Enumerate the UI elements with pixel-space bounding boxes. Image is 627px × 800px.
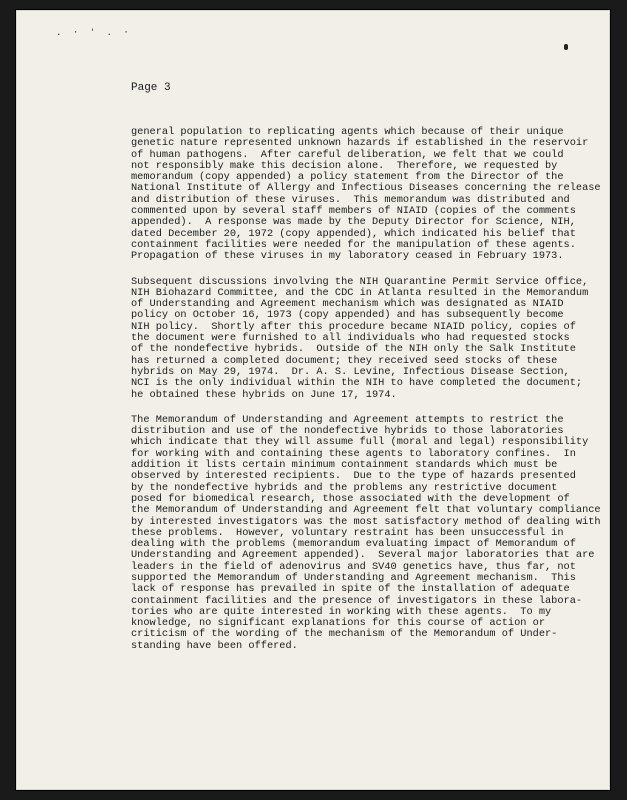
text-line: and distribution of these viruses. This memorandum was distributed and xyxy=(131,193,570,206)
document-body xyxy=(131,127,601,666)
text-line: standing have been offered. xyxy=(131,639,298,652)
text-line: by the nondefective hybrids and the problems any restrictive document xyxy=(131,481,558,494)
text-line: containment facilities were needed for the manipulation of these agents. xyxy=(131,238,576,251)
text-line: of human pathogens. After careful deliberation, we felt that we could xyxy=(131,148,564,161)
paragraph-2 xyxy=(131,277,601,401)
text-line: policy on October 16, 1973 (copy appended) and has subsequently become xyxy=(131,309,564,322)
text-line: the Memorandum of Understanding and Agreement felt that voluntary compliance xyxy=(131,504,601,517)
text-line: The Memorandum of Understanding and Agreement attempts to restrict the xyxy=(131,413,564,426)
text-line: the document were furnished to all individuals who had requested stocks xyxy=(131,332,570,345)
text-line: commented upon by several staff members of NIAID (copies of the comments xyxy=(131,205,576,218)
text-line: National Institute of Allergy and Infectious Diseases concerning the release xyxy=(131,182,601,195)
page-number: Page 3 xyxy=(131,82,171,94)
text-line: of Understanding and Agreement mechanism which was designated as NIAID xyxy=(131,298,564,311)
text-line: dealing with the problems (memorandum evaluating impact of Memorandum of xyxy=(131,538,576,551)
text-line: supported the Memorandum of Understanding and Agreement mechanism. This xyxy=(131,571,576,584)
paragraph-1 xyxy=(131,127,601,263)
text-line: NIH Biohazard Committee, and the CDC in Atlanta resulted in the Memorandum xyxy=(131,286,589,299)
text-line: has returned a completed document; they received seed stocks of these xyxy=(131,354,558,367)
text-line: of the nondefective hybrids. Outside of the NIH only the Salk Institute xyxy=(131,343,576,356)
text-line: not responsibly make this decision alone. Therefore, we requested by xyxy=(131,159,558,172)
text-line: he obtained these hybrids on June 17, 1974. xyxy=(131,388,397,401)
text-line: addition it lists certain minimum containment standards which must be xyxy=(131,459,558,472)
text-line: criticism of the wording of the mechanism of the Memorandum of Under- xyxy=(131,628,558,641)
text-line: leaders in the field of adenovirus and SV40 genetics have, thus far, not xyxy=(131,560,576,573)
text-line: dated December 20, 1972 (copy appended), which indicated his belief that xyxy=(131,227,576,240)
ink-dot xyxy=(564,44,568,50)
text-line: distribution and use of the nondefective hybrids to those laboratories xyxy=(131,425,564,438)
text-line: which indicate that they will assume full (moral and legal) responsibility xyxy=(131,436,589,449)
text-line: posed for biomedical research, those associated with the development of xyxy=(131,492,570,505)
text-line: by interested investigators was the most satisfactory method of dealing with xyxy=(131,515,601,528)
text-line: Subsequent discussions involving the NIH Quarantine Permit Service Office, xyxy=(131,275,589,288)
text-line: Propagation of these viruses in my laboratory ceased in February 1973. xyxy=(131,250,564,263)
corner-marks: . · ' . · xyxy=(56,28,132,38)
text-line: hybrids on May 29, 1974. Dr. A. S. Levine, Infectious Disease Section, xyxy=(131,365,570,378)
text-line: appended). A response was made by the Deputy Director for Science, NIH, xyxy=(131,216,576,229)
text-line: these problems. However, voluntary restraint has been unsuccessful in xyxy=(131,526,564,539)
text-line: Understanding and Agreement appended). Several major laboratories that are xyxy=(131,549,595,562)
text-line: knowledge, no significant explanations for this course of action or xyxy=(131,617,546,630)
text-line: general population to replicating agents which because of their unique xyxy=(131,126,564,138)
text-line: NIH policy. Shortly after this procedure became NIAID policy, copies of xyxy=(131,320,576,333)
text-line: tories who are quite interested in working with these agents. To my xyxy=(131,605,552,618)
text-line: observed by interested recipients. Due to the type of hazards presented xyxy=(131,470,576,483)
text-line: memorandum (copy appended) a policy statement from the Director of the xyxy=(131,171,564,184)
text-line: containment facilities and the presence of investigators in these labora- xyxy=(131,594,583,607)
text-line: lack of response has prevailed in spite of the installation of adequate xyxy=(131,583,570,596)
paragraph-3 xyxy=(131,415,601,652)
text-line: genetic nature represented unknown hazards if established in the reservoir xyxy=(131,137,589,150)
text-line: NCI is the only individual within the NIH to have completed the document; xyxy=(131,377,583,390)
text-line: for working with and containing these agents to laboratory confines. In xyxy=(131,447,576,460)
